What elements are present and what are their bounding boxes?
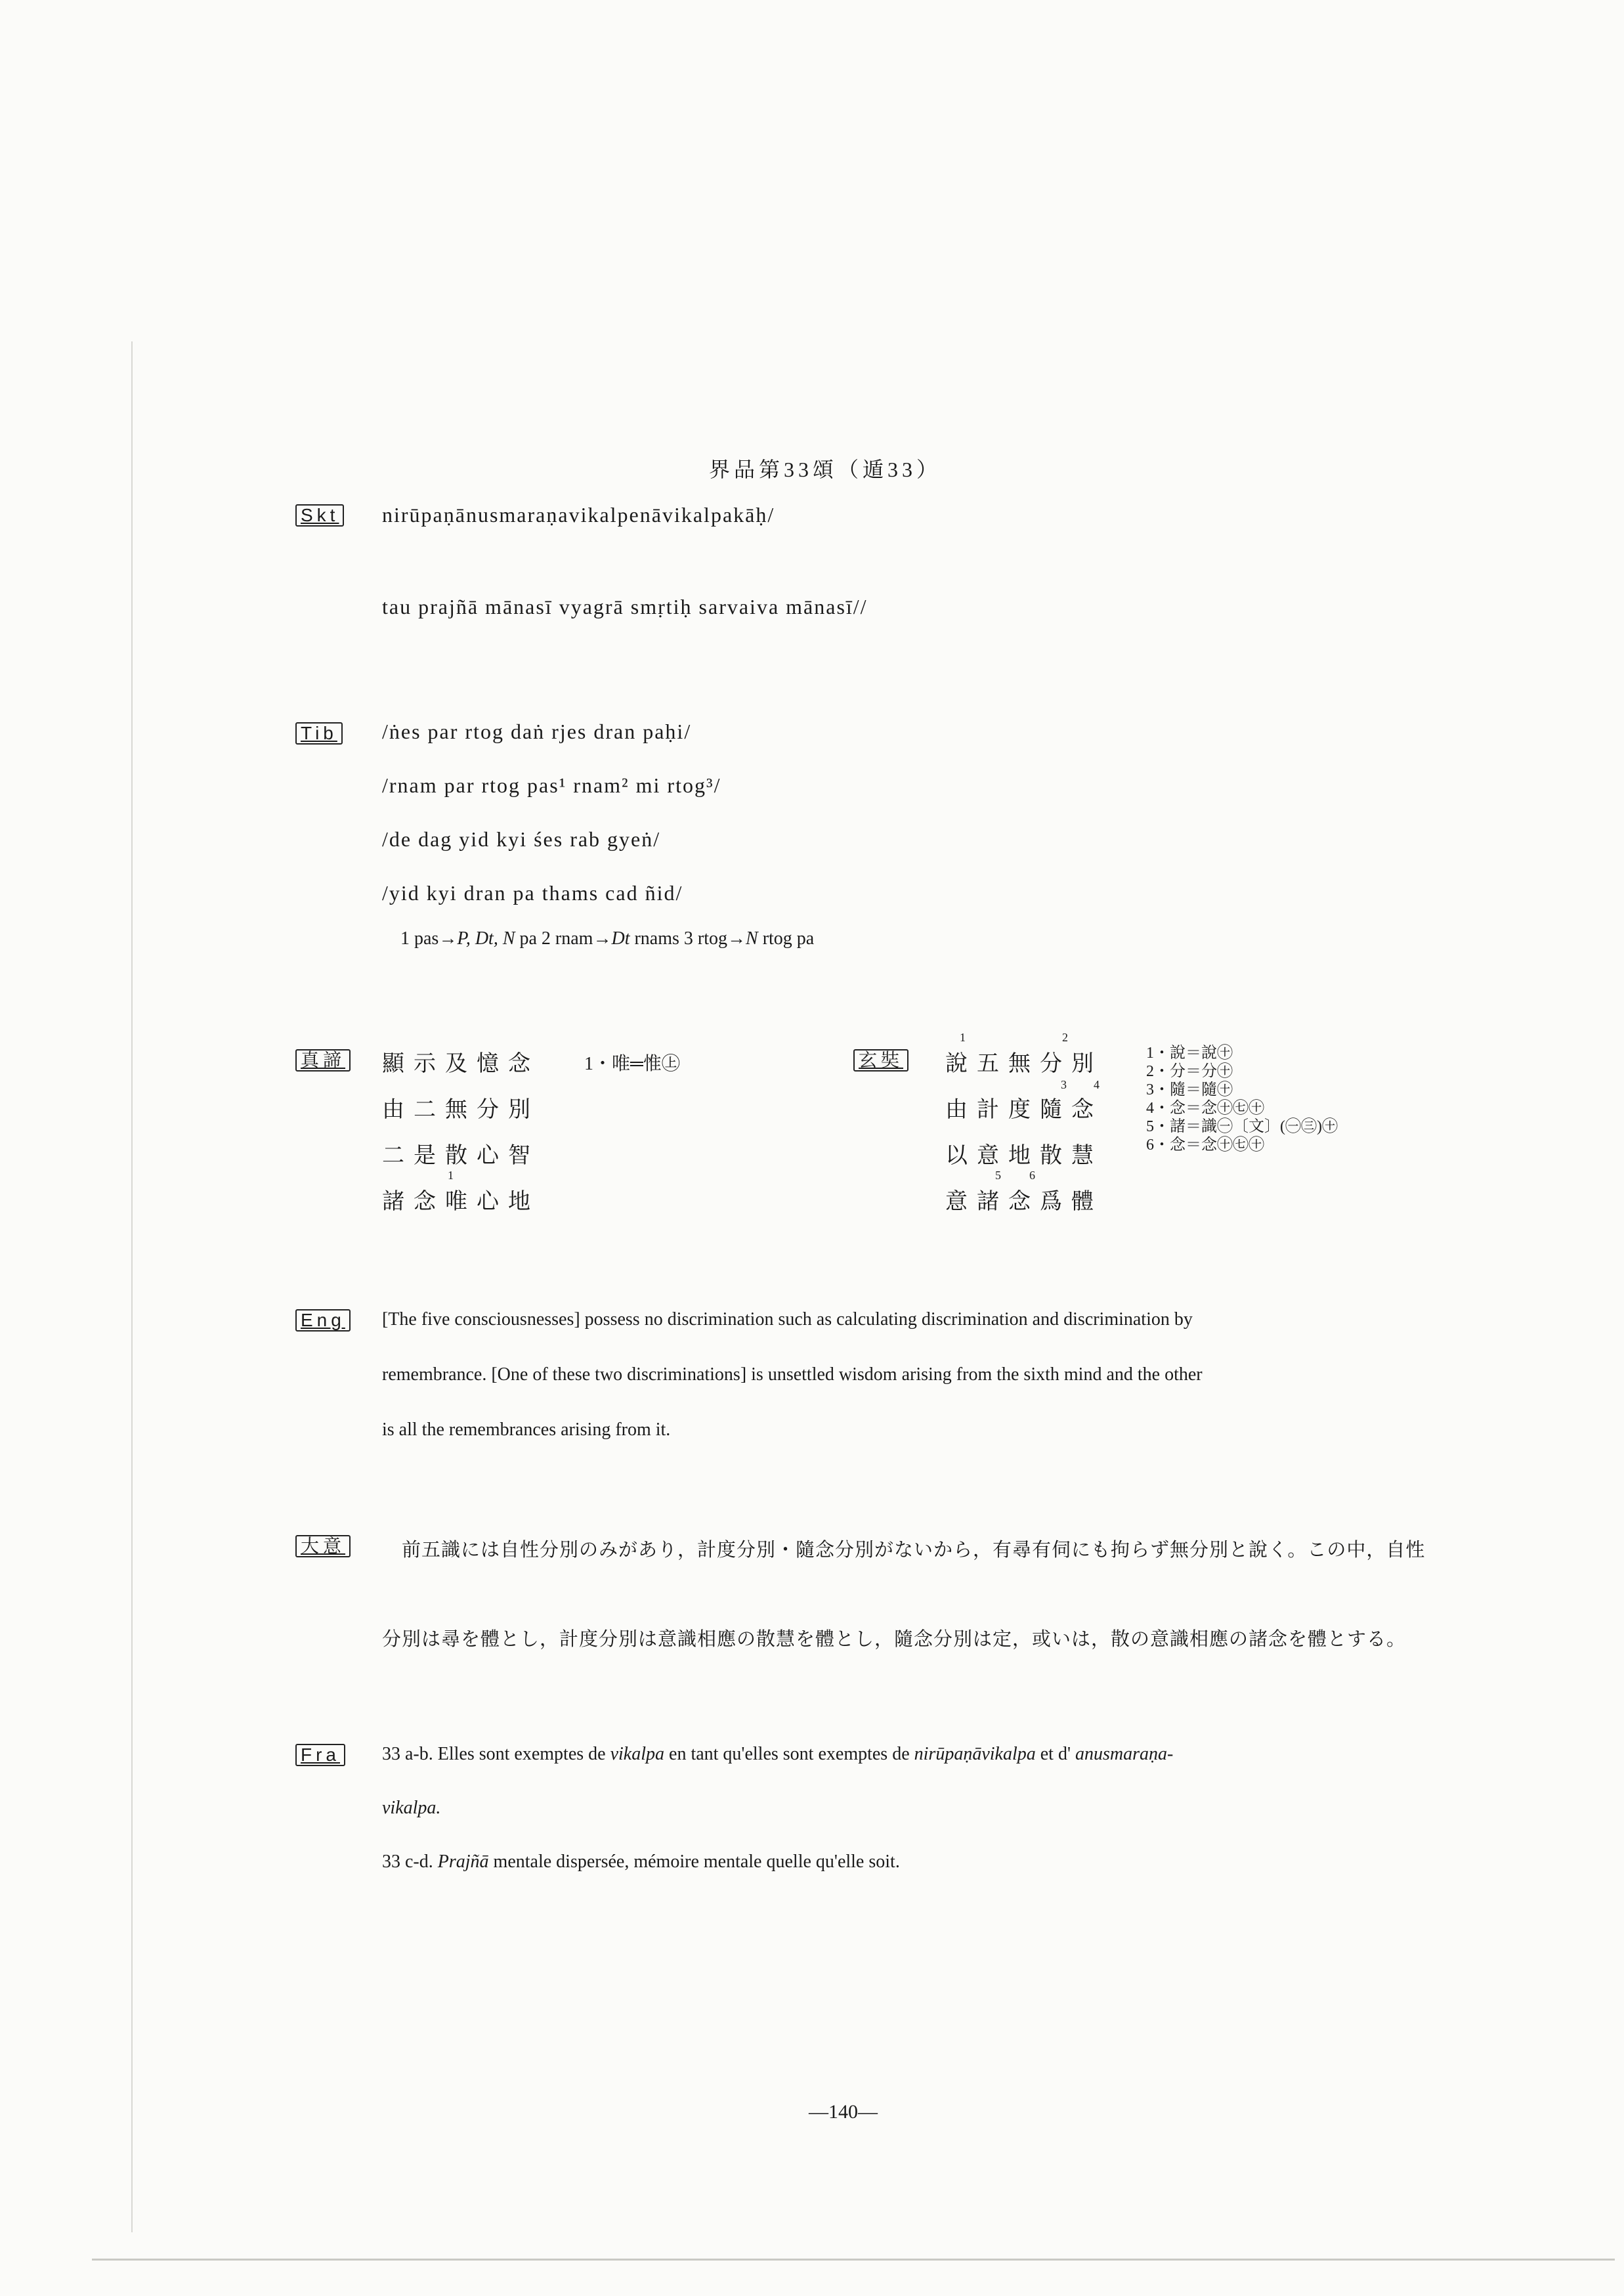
xuan-note-3: 3・隨＝隨㊉ <box>1146 1081 1233 1098</box>
xuan-sup-6: 6 <box>1029 1169 1035 1182</box>
zhen-line-3: 二是散心智 <box>382 1144 540 1168</box>
xuan-line-4: 意諸念爲體 <box>945 1190 1103 1214</box>
eng-line-3: is all the remembrances arising from it. <box>382 1419 671 1440</box>
xuan-sup-3: 3 <box>1061 1078 1067 1091</box>
tag-skt: Skt <box>295 504 344 527</box>
skt-line-2: tau prajñā mānasī vyagrā smṛtiḥ sarvaiva mānasī// <box>382 595 868 618</box>
zhen-line-4: 諸念唯心地 <box>382 1190 540 1214</box>
xuan-note-4: 4・念＝念㊉㊆㊉ <box>1146 1100 1264 1117</box>
tib-line-1: /ṅes par rtog daṅ rjes dran paḥi/ <box>382 720 692 743</box>
tag-xuan: 玄奘 <box>853 1049 908 1072</box>
tib-line-2: /rnam par rtog pas¹ rnam² mi rtog³/ <box>382 773 721 797</box>
page-title: 界品第33頌（遁33） <box>709 458 942 481</box>
tag-tib: Tib <box>295 722 343 745</box>
skt-line-1: nirūpaṇānusmaraṇavikalpenāvikalpakāḥ/ <box>382 503 775 527</box>
xuan-line-1: 說五無分別 <box>945 1052 1103 1076</box>
zhen-line-2: 由二無分別 <box>382 1098 540 1122</box>
xuan-sup-2: 2 <box>1062 1031 1068 1044</box>
fra-line-1: 33 a-b. Elles sont exemptes de vikalpa en tant qu'elles sont exemptes de nirūpaṇāvikalpa et d' anusmaraṇa- <box>382 1744 1174 1764</box>
tib-line-4: /yid kyi dran pa thams cad ñid/ <box>382 881 683 905</box>
scan-edge-line <box>131 341 133 2232</box>
tag-dai: 大意 <box>295 1535 351 1557</box>
zhen-note: 1・唯═惟㊤ <box>584 1054 680 1074</box>
zhen-sup-1: 1 <box>448 1169 454 1182</box>
tib-line-3: /de dag yid kyi śes rab gyeṅ/ <box>382 827 661 851</box>
xuan-note-2: 2・分＝分㊉ <box>1146 1063 1233 1080</box>
scan-bottom-line <box>92 2259 1615 2261</box>
xuan-sup-5: 5 <box>995 1169 1001 1182</box>
tag-zhen: 真諦 <box>295 1049 351 1072</box>
xuan-sup-1: 1 <box>960 1031 966 1044</box>
page-number: —140— <box>809 2101 878 2123</box>
dai-line-1: 前五識には自性分別のみがあり，計度分別・隨念分別がないから，有尋有伺にも拘らず無分別と說く。この中，自性 <box>402 1540 1426 1561</box>
xuan-note-5: 5・諸＝識㊀〔文〕(㊀㊂)㊉ <box>1146 1118 1338 1135</box>
eng-line-1: [The five consciousnesses] possess no discrimination such as calculating discrimination and discrimination by <box>382 1309 1193 1330</box>
dai-line-2: 分別は尋を體とし，計度分別は意識相應の散慧を體とし，隨念分別は定，或いは，散の意識相應の諸念を體とする。 <box>382 1629 1407 1650</box>
eng-line-2: remembrance. [One of these two discriminations] is unsettled wisdom arising from the sixth mind and the other <box>382 1364 1203 1385</box>
xuan-line-2: 由計度隨念 <box>945 1098 1103 1122</box>
tib-notes: 1 pas→P, Dt, N pa 2 rnam→Dt rnams 3 rtog→N rtog pa <box>400 928 815 949</box>
xuan-line-3: 以意地散慧 <box>945 1144 1103 1168</box>
zhen-line-1: 顯示及憶念 <box>382 1052 540 1076</box>
xuan-note-6: 6・念＝念㊉㊆㊉ <box>1146 1137 1264 1154</box>
fra-line-3: 33 c-d. Prajñā mentale dispersée, mémoire mentale quelle qu'elle soit. <box>382 1852 900 1872</box>
fra-line-2: vikalpa. <box>382 1798 441 1818</box>
xuan-sup-4: 4 <box>1094 1078 1100 1091</box>
xuan-note-1: 1・說＝說㊉ <box>1146 1045 1233 1062</box>
tag-fra: Fra <box>295 1744 345 1766</box>
xuan-notes <box>1146 1044 1338 1154</box>
tag-eng: Eng <box>295 1309 351 1332</box>
